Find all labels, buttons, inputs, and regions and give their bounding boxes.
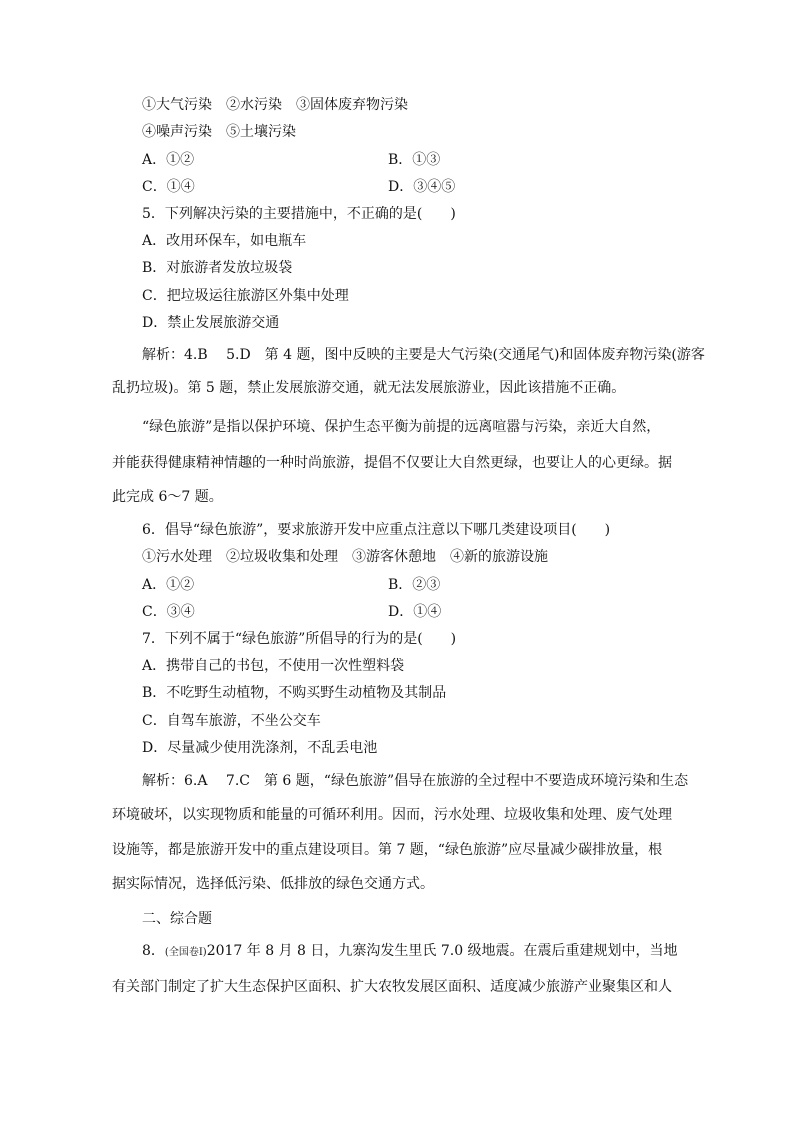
q4-options-row2 xyxy=(142,177,642,197)
q6-option-c: C．③④ xyxy=(142,604,195,620)
q4-items-line2: ④噪声污染 ⑤土壤污染 xyxy=(142,124,296,140)
q5-option-d: D．禁止发展旅游交通 xyxy=(142,315,280,331)
analysis2-line1: 解析：6.A 7.C 第 6 题，“绿色旅游”倡导在旅游的全过程中不要造成环境污染和生态 xyxy=(142,773,689,789)
q7-option-a: A．携带自己的书包，不使用一次性塑料袋 xyxy=(142,658,405,674)
q6-items: ①污水处理 ②垃圾收集和处理 ③游客休憩地 ④新的旅游设施 xyxy=(142,549,548,565)
q7-option-b: B．不吃野生动植物，不购买野生动植物及其制品 xyxy=(142,685,447,701)
analysis2-line3: 设施等，都是旅游开发中的重点建设项目。第 7 题，“绿色旅游”应尽量减少碳排放量，根 xyxy=(112,842,663,858)
q6-option-d: D．①④ xyxy=(388,604,442,620)
q5-stem: 5．下列解决污染的主要措施中，不正确的是( ) xyxy=(142,206,456,222)
q6-options-row2 xyxy=(142,602,642,622)
q8-source: (全国卷Ⅰ) xyxy=(164,947,207,958)
passage-line2: 并能获得健康精神情趣的一种时尚旅游，提倡不仅要让大自然更绿，也要让人的心更绿。据 xyxy=(112,455,672,471)
analysis1-line2: 乱扔垃圾)。第 5 题，禁止发展旅游交通，就无法发展旅游业，因此该措施不正确。 xyxy=(112,380,626,396)
q7-stem: 7．下列不属于“绿色旅游”所倡导的行为的是( ) xyxy=(142,631,457,647)
q4-option-b: B．①③ xyxy=(388,152,441,168)
q8-line2: 有关部门制定了扩大生态保护区面积、扩大农牧发展区面积、适度减少旅游产业聚集区和人 xyxy=(112,979,672,995)
analysis2-line4: 据实际情况，选择低污染、低排放的绿色交通方式。 xyxy=(112,876,434,892)
q6-option-a: A．①② xyxy=(142,577,195,593)
passage-line3: 此完成 6～7 题。 xyxy=(112,489,223,505)
q5-option-a: A．改用环保车，如电瓶车 xyxy=(142,233,307,249)
passage-line1: “绿色旅游”是指以保护环境、保护生态平衡为前提的远离喧嚣与污染，亲近大自然， xyxy=(142,419,661,435)
q4-option-d: D．③④⑤ xyxy=(388,179,456,195)
q8-number: 8． xyxy=(142,943,165,959)
q8-line1-rest: 2017 年 8 月 8 日，九寨沟发生里氏 7.0 级地震。在震后重建规划中，当地 xyxy=(206,943,678,959)
q4-items-line1: ①大气污染 ②水污染 ③固体废弃物污染 xyxy=(142,97,408,113)
section-heading: 二、综合题 xyxy=(142,911,212,927)
q6-options-row1 xyxy=(142,575,642,595)
analysis1-line1: 解析：4.B 5.D 第 4 题，图中反映的主要是大气污染(交通尾气)和固体废弃物污染(游客 xyxy=(142,347,705,363)
q6-option-b: B．②③ xyxy=(388,577,441,593)
q5-option-b: B．对旅游者发放垃圾袋 xyxy=(142,260,293,276)
q4-option-a: A．①② xyxy=(142,152,195,168)
q4-option-c: C．①④ xyxy=(142,179,195,195)
q5-option-c: C．把垃圾运往旅游区外集中处理 xyxy=(142,288,349,304)
q8-line1 xyxy=(142,941,678,961)
q7-option-c: C．自驾车旅游，不坐公交车 xyxy=(142,713,321,729)
q6-stem: 6．倡导“绿色旅游”，要求旅游开发中应重点注意以下哪几类建设项目( ) xyxy=(142,522,611,538)
analysis2-line2: 环境破坏，以实现物质和能量的可循环利用。因而，污水处理、垃圾收集和处理、废气处理 xyxy=(112,807,672,823)
q7-option-d: D．尽量减少使用洗涤剂，不乱丢电池 xyxy=(142,740,378,756)
q4-options-row1 xyxy=(142,150,642,170)
